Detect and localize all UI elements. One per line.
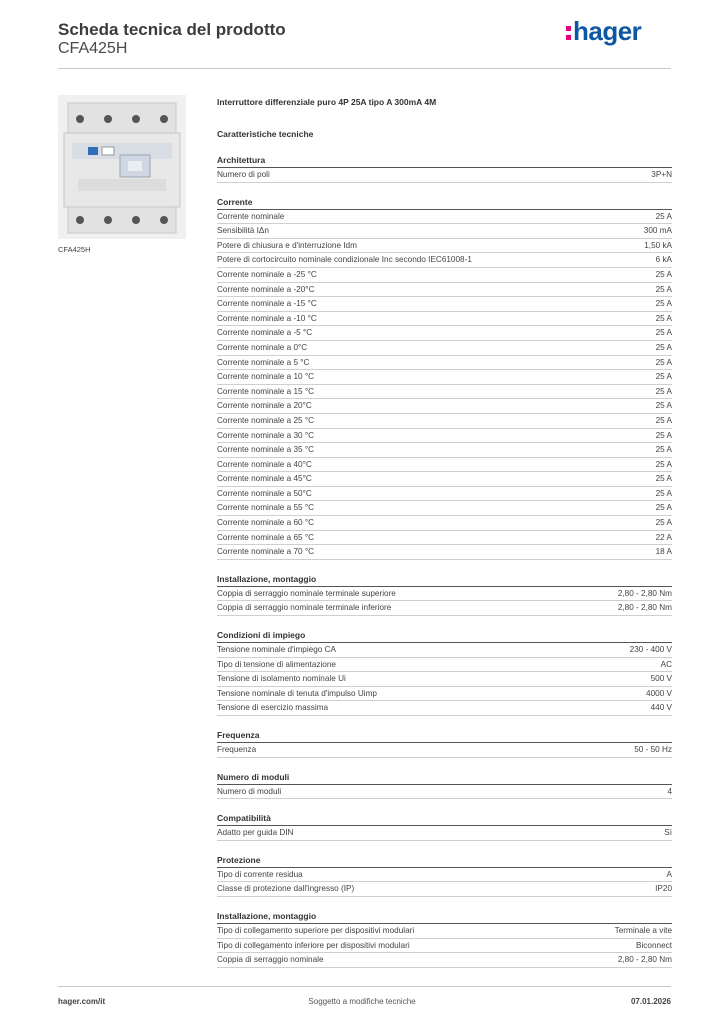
- hager-logo: [566, 16, 641, 46]
- spec-value: 25 A: [655, 269, 672, 279]
- product-code: CFA425H: [58, 40, 128, 57]
- spec-row: [217, 826, 672, 841]
- footer-website: hager.com/it: [58, 997, 106, 1006]
- spec-row: [217, 239, 672, 254]
- spec-label: Corrente nominale a 15 °C: [217, 386, 315, 396]
- footer-date: 07.01.2026: [630, 997, 671, 1006]
- spec-value: 3P+N: [651, 170, 672, 179]
- spec-label: Tipo di collegamento inferiore per dispositivi modulari: [217, 940, 410, 950]
- spec-row: [217, 939, 672, 954]
- spec-row: [217, 168, 672, 183]
- group-title: Protezione: [217, 854, 672, 868]
- spec-value: 25 A: [655, 211, 672, 221]
- spec-label: Corrente nominale a 10 °C: [217, 372, 315, 382]
- spec-row: [217, 924, 672, 939]
- spec-row: [217, 687, 672, 702]
- spec-label: Tensione nominale di tenuta d'impulso Uimp: [217, 688, 377, 698]
- spec-row: [217, 443, 672, 458]
- spec-value: 22 A: [655, 532, 672, 542]
- spec-row: [217, 472, 672, 487]
- spec-row: [217, 516, 672, 531]
- spec-label: Potere di chiusura e d'interruzione Idm: [217, 240, 357, 250]
- spec-row: [217, 587, 672, 602]
- spec-label: Corrente nominale a -10 °C: [217, 313, 317, 323]
- spec-value: 25 A: [655, 459, 672, 469]
- spec-row: [217, 326, 672, 341]
- spec-value: AC: [660, 659, 672, 669]
- spec-value: Biconnect: [636, 940, 672, 950]
- product-photo: [58, 95, 186, 239]
- logo-dots-icon: [566, 26, 571, 40]
- group-title: Numero di moduli: [217, 771, 672, 785]
- spec-row: [217, 882, 672, 897]
- spec-value: 25 A: [655, 474, 672, 484]
- group-title: Corrente: [217, 196, 672, 210]
- spec-label: Corrente nominale a 0°C: [217, 342, 308, 352]
- footer-notice: Soggetto a modifiche tecniche: [308, 997, 416, 1006]
- spec-row: [217, 224, 672, 239]
- spec-label: Corrente nominale a 50°C: [217, 488, 312, 498]
- spec-row: [217, 210, 672, 225]
- spec-label: Corrente nominale a 45°C: [217, 474, 312, 484]
- spec-value: 25 A: [655, 328, 672, 338]
- spec-label: Corrente nominale: [217, 211, 285, 221]
- spec-label: Corrente nominale a 70 °C: [217, 547, 315, 557]
- spec-value: 440 V: [650, 703, 672, 713]
- spec-groups: [217, 154, 672, 968]
- spec-row: [217, 785, 672, 800]
- logo-text: hager: [573, 15, 642, 46]
- spec-row: [217, 487, 672, 502]
- spec-label: Corrente nominale a 25 °C: [217, 415, 315, 425]
- footer-divider: [58, 986, 671, 987]
- spec-value: 2,80 - 2,80 Nm: [617, 603, 672, 613]
- spec-value: 25 A: [655, 430, 672, 440]
- group-title: Installazione, montaggio: [217, 910, 672, 924]
- spec-value: 4: [667, 786, 672, 796]
- spec-row: [217, 601, 672, 616]
- spec-row: [217, 868, 672, 883]
- spec-label: Corrente nominale a -20°C: [217, 284, 315, 294]
- circuit-breaker-illustration: [58, 95, 186, 239]
- spec-value: 25 A: [655, 299, 672, 309]
- spec-value: 25 A: [655, 386, 672, 396]
- spec-value: 25 A: [655, 342, 672, 352]
- spec-row: [217, 283, 672, 298]
- spec-row: [217, 429, 672, 444]
- spec-value: 25 A: [655, 313, 672, 323]
- spec-label: Corrente nominale a -15 °C: [217, 299, 317, 309]
- spec-value: Terminale a vite: [614, 925, 672, 935]
- spec-label: Numero di poli: [217, 170, 270, 179]
- spec-row: [217, 458, 672, 473]
- spec-label: Tipo di collegamento superiore per dispositivi modulari: [217, 925, 415, 935]
- spec-row: [217, 658, 672, 673]
- spec-label: Corrente nominale a 5 °C: [217, 357, 310, 367]
- spec-row: [217, 643, 672, 658]
- spec-row: [217, 701, 672, 716]
- spec-value: 25 A: [655, 503, 672, 513]
- spec-label: Coppia di serraggio nominale terminale superiore: [217, 588, 396, 598]
- spec-value: 25 A: [655, 357, 672, 367]
- group-title: Installazione, montaggio: [217, 573, 672, 587]
- spec-label: Corrente nominale a 40°C: [217, 459, 312, 469]
- spec-row: [217, 531, 672, 546]
- spec-label: Tipo di corrente residua: [217, 869, 303, 879]
- spec-value: 25 A: [655, 518, 672, 528]
- spec-value: IP20: [655, 884, 672, 894]
- spec-value: 25 A: [655, 401, 672, 411]
- spec-label: Corrente nominale a 35 °C: [217, 445, 315, 455]
- section-title: Caratteristiche tecniche: [217, 129, 314, 139]
- spec-value: 18 A: [655, 547, 672, 557]
- spec-label: Sensibilità IΔn: [217, 226, 269, 236]
- header-divider: [58, 68, 671, 69]
- photo-caption: CFA425H: [58, 245, 91, 254]
- spec-row: [217, 545, 672, 560]
- spec-label: Coppia di serraggio nominale: [217, 955, 324, 965]
- spec-row: [217, 253, 672, 268]
- group-title: Condizioni di impiego: [217, 629, 672, 643]
- spec-row: [217, 501, 672, 516]
- spec-value: 300 mA: [643, 226, 672, 236]
- spec-row: [217, 341, 672, 356]
- spec-value: 6 kA: [655, 255, 672, 265]
- spec-value: 25 A: [655, 372, 672, 382]
- spec-label: Corrente nominale a 55 °C: [217, 503, 315, 513]
- spec-value: A: [666, 869, 672, 879]
- spec-value: 230 - 400 V: [629, 645, 672, 655]
- spec-label: Potere di cortocircuito nominale condizionale Inc secondo IEC61008-1: [217, 255, 472, 265]
- spec-value: 25 A: [655, 445, 672, 455]
- group-title: Architettura: [217, 154, 672, 168]
- page-title: Scheda tecnica del prodotto: [58, 20, 286, 39]
- spec-label: Corrente nominale a -25 °C: [217, 269, 317, 279]
- spec-value: 25 A: [655, 488, 672, 498]
- spec-value: 2,80 - 2,80 Nm: [617, 588, 672, 598]
- spec-label: Frequenza: [217, 745, 257, 754]
- spec-label: Tensione di esercizio massima: [217, 703, 329, 713]
- spec-label: Corrente nominale a -5 °C: [217, 328, 313, 338]
- spec-label: Numero di moduli: [217, 786, 282, 796]
- spec-label: Corrente nominale a 65 °C: [217, 532, 315, 542]
- product-description: Interruttore differenziale puro 4P 25A tipo A 300mA 4M: [217, 97, 437, 107]
- spec-row: [217, 268, 672, 283]
- spec-value: 500 V: [650, 674, 672, 684]
- spec-row: [217, 297, 672, 312]
- spec-label: Coppia di serraggio nominale terminale inferiore: [217, 603, 392, 613]
- spec-value: 4000 V: [646, 688, 672, 698]
- spec-label: Corrente nominale a 20°C: [217, 401, 312, 411]
- spec-value: Sì: [664, 828, 672, 838]
- spec-value: 25 A: [655, 284, 672, 294]
- spec-value: 50 - 50 Hz: [634, 745, 672, 754]
- spec-value: 2,80 - 2,80 Nm: [617, 955, 672, 965]
- spec-row: [217, 953, 672, 968]
- spec-row: [217, 385, 672, 400]
- spec-label: Tensione nominale d'impiego CA: [217, 645, 336, 655]
- spec-label: Corrente nominale a 60 °C: [217, 518, 315, 528]
- group-title: Frequenza: [217, 729, 672, 743]
- spec-label: Tipo di tensione di alimentazione: [217, 659, 336, 669]
- spec-label: Classe di protezione dall'ingresso (IP): [217, 884, 355, 894]
- spec-value: 1,50 kA: [644, 240, 672, 250]
- spec-label: Tensione di isolamento nominale Ui: [217, 674, 346, 684]
- spec-label: Corrente nominale a 30 °C: [217, 430, 315, 440]
- spec-row: [217, 399, 672, 414]
- spec-row: [217, 672, 672, 687]
- spec-row: [217, 414, 672, 429]
- spec-content: [217, 95, 672, 968]
- spec-row: [217, 370, 672, 385]
- spec-row: [217, 743, 672, 758]
- spec-row: [217, 312, 672, 327]
- group-title: Compatibilità: [217, 812, 672, 826]
- spec-value: 25 A: [655, 415, 672, 425]
- spec-row: [217, 356, 672, 371]
- spec-label: Adatto per guida DIN: [217, 828, 294, 838]
